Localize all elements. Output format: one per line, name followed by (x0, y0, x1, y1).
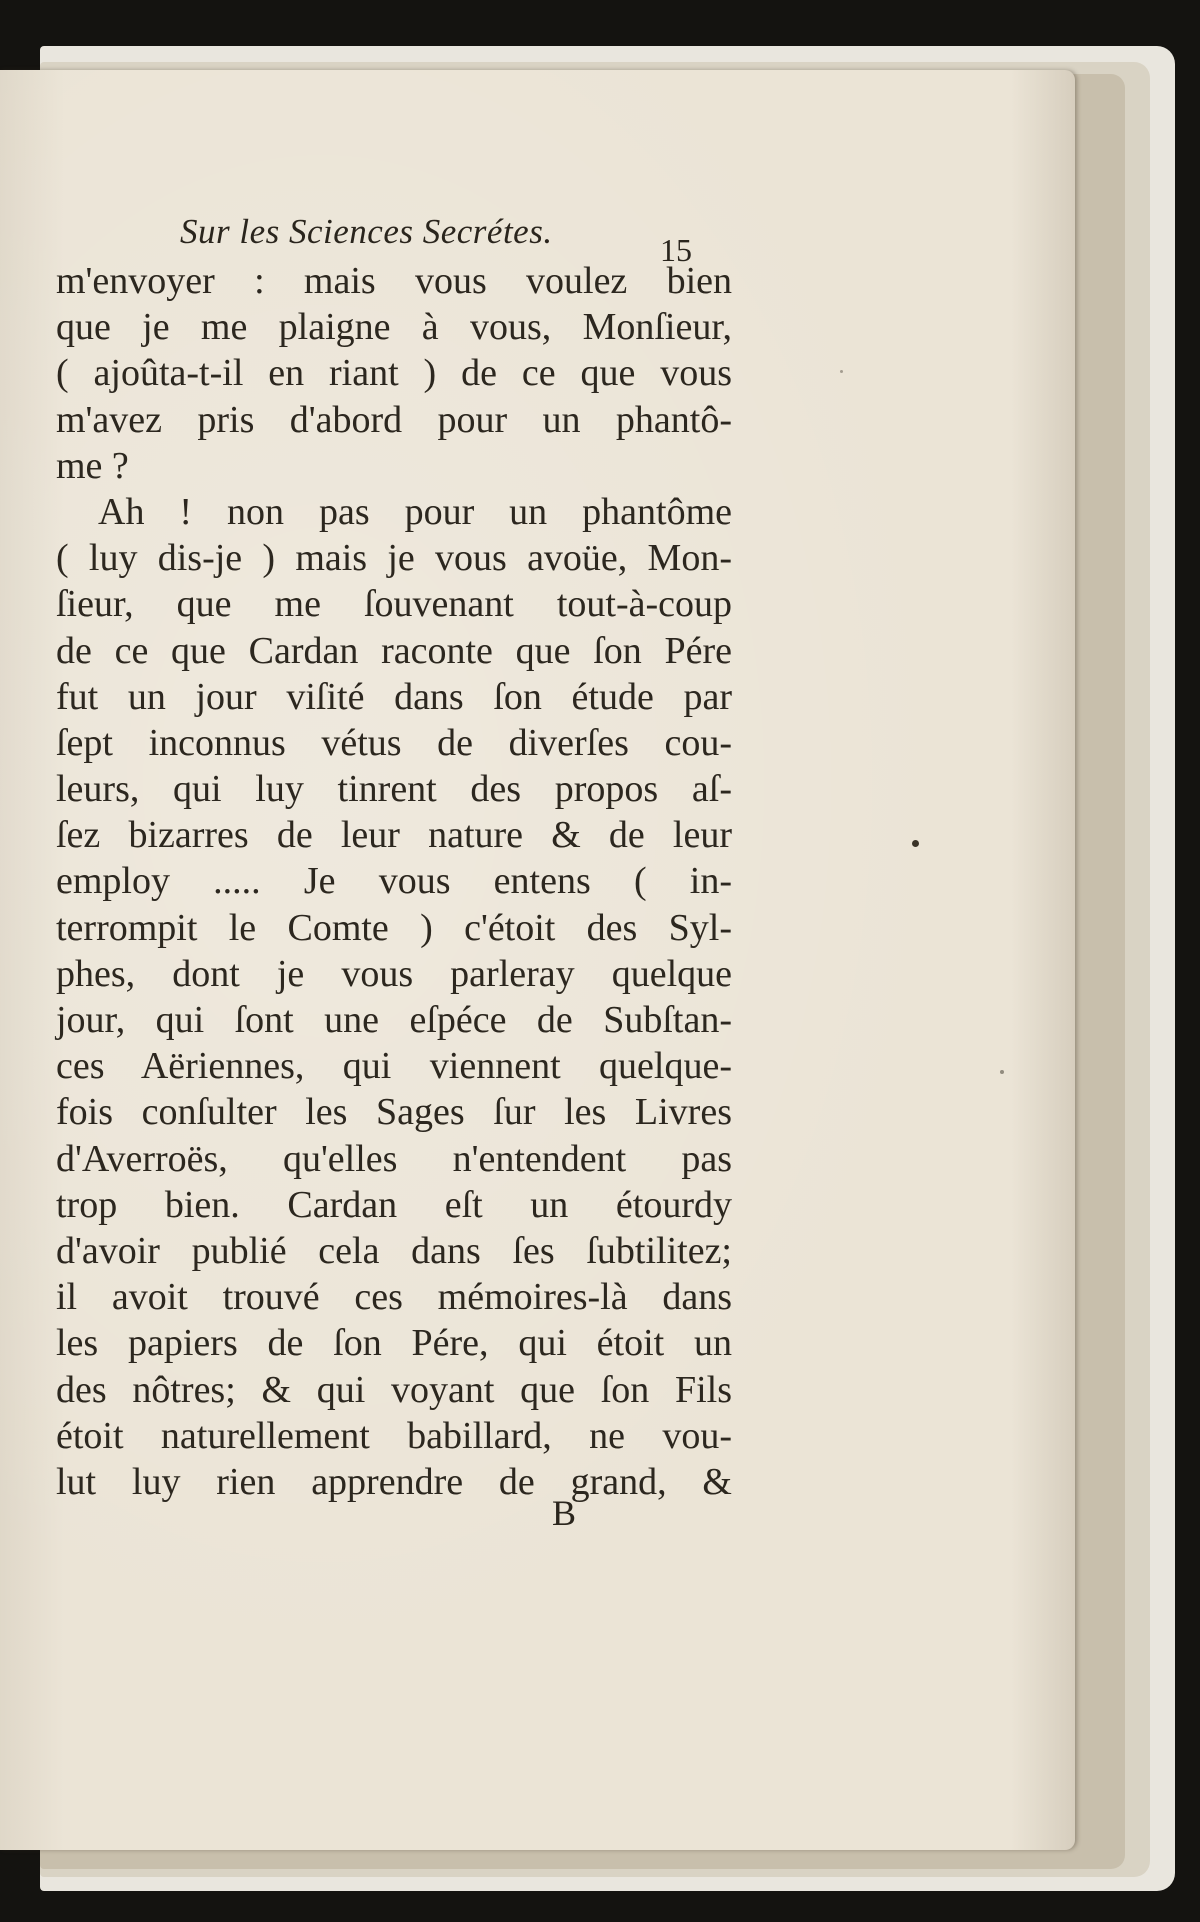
text-line: ( luy dis-je ) mais je vous avoüe, Mon- (56, 537, 732, 580)
text-line: des nôtres; & qui voyant que ſon Fils (56, 1368, 732, 1411)
text-line: lut luy rien apprendre de grand, & (56, 1460, 732, 1503)
text-line: m'avez pris d'abord pour un phantô- (56, 398, 732, 441)
text-line: ces Aëriennes, qui viennent quelque- (56, 1045, 732, 1088)
ink-speck (1000, 1070, 1004, 1074)
text-line: terrompit le Comte ) c'étoit des Syl- (56, 906, 732, 949)
text-line: phes, dont je vous parleray quelque (56, 952, 732, 995)
page-number: 15 (660, 232, 692, 268)
text-line: trop bien. Cardan eſt un étourdy (56, 1183, 732, 1226)
text-line: ſez bizarres de leur nature & de leur (56, 814, 732, 857)
text-line: fois conſulter les Sages ſur les Livres (56, 1091, 732, 1134)
text-line: les papiers de ſon Pére, qui étoit un (56, 1322, 732, 1365)
text-line: leurs, qui luy tinrent des propos aſ- (56, 768, 732, 811)
text-line: ſept inconnus vétus de diverſes cou- (56, 721, 732, 764)
ink-speck (840, 370, 843, 373)
text-line: me ? (56, 444, 129, 487)
text-line: jour, qui ſont une eſpéce de Subſtan- (56, 999, 732, 1041)
text-line: Ah ! non pas pour un phantôme (98, 490, 732, 533)
text-line: étoit naturellement babillard, ne vou- (56, 1414, 732, 1457)
body-text (56, 258, 732, 1505)
text-line: fut un jour viſité dans ſon étude par (56, 675, 732, 718)
text-line: d'Averroës, qu'elles n'entendent pas (56, 1137, 732, 1180)
text-line: ſieur, que me ſouvenant tout-à-coup (56, 583, 732, 626)
text-line: employ ..... Je vous entens ( in- (56, 860, 732, 903)
running-head: Sur les Sciences Secrétes. (180, 212, 553, 251)
text-line: il avoit trouvé ces mémoires-là dans (56, 1276, 732, 1319)
text-line: que je me plaigne à vous, Monſieur, (56, 306, 732, 349)
text-line: de ce que Cardan raconte que ſon Pére (56, 629, 732, 672)
signature-mark: B (552, 1493, 577, 1533)
text-line: ( ajoûta-t-il en riant ) de ce que vous (56, 352, 732, 395)
text-line: m'envoyer : mais vous voulez bien (56, 260, 732, 302)
ink-speck (912, 840, 919, 847)
text-line: d'avoir publié cela dans ſes ſubtilitez; (56, 1229, 732, 1272)
